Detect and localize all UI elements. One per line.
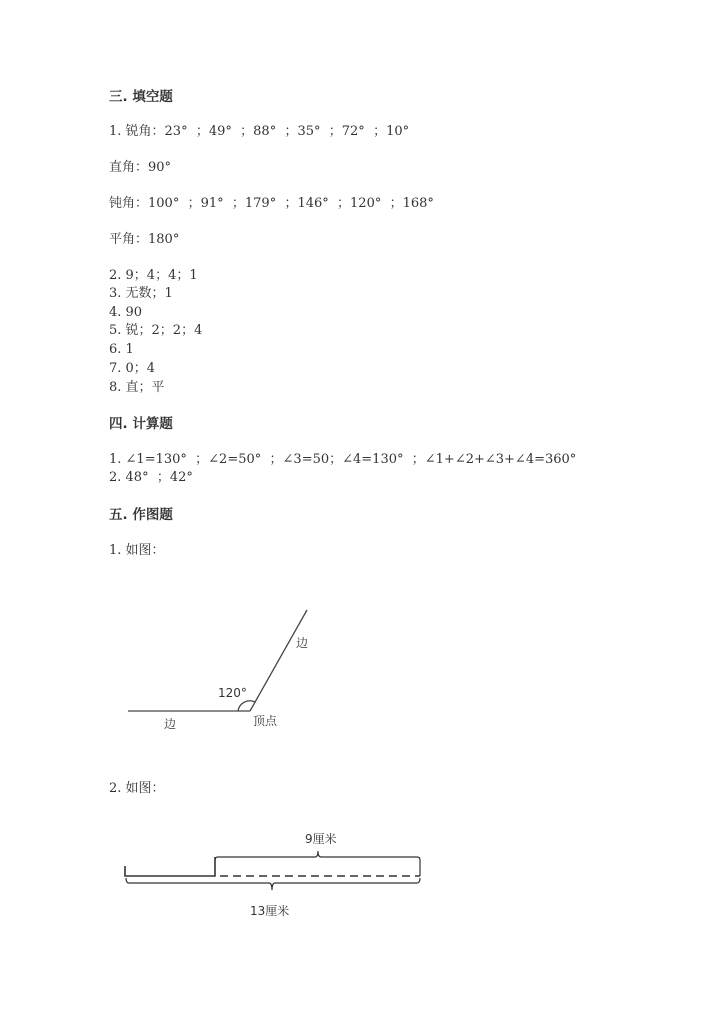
question-label: 1. 如图：: [109, 543, 165, 558]
answer-line: 4. 90: [109, 305, 143, 320]
answer-line: 8. 直；平: [109, 380, 165, 395]
answer-line: 钝角：100° ；91° ；179° ；146° ；120° ；168°: [109, 196, 434, 211]
answer-line: 1. 锐角：23° ；49° ；88° ；35° ；72° ；10°: [109, 124, 410, 139]
question-label: 2. 如图：: [109, 781, 165, 796]
answer-line: 3. 无数；1: [109, 286, 173, 301]
solid-segment: [125, 857, 215, 876]
angle-side-upper: [250, 610, 307, 711]
answer-line: 5. 锐；2；2；4: [109, 323, 203, 338]
answer-line: 平角：180°: [109, 232, 180, 247]
top-length-label: 9厘米: [305, 832, 337, 846]
answer-line: 1. ∠1=130° ；∠2=50° ；∠3=50；∠4=130° ；∠1+∠2+∠3+∠4=360°: [109, 452, 577, 467]
section-title-fill-blank: 三. 填空题: [109, 89, 173, 105]
side-label-lower: 边: [164, 717, 177, 731]
section-title-calc: 四. 计算题: [109, 416, 173, 432]
segment-figure: [125, 851, 420, 890]
bottom-length-label: 13厘米: [250, 904, 290, 918]
bottom-brace: [126, 878, 420, 890]
top-brace: [215, 851, 420, 876]
answer-line: 直角：90°: [109, 160, 172, 175]
side-label-upper: 边: [296, 636, 309, 650]
answer-line: 2. 9；4；4；1: [109, 268, 198, 283]
answer-line: 6. 1: [109, 342, 134, 357]
section-title-drawing: 五. 作图题: [109, 507, 173, 523]
vertex-label: 顶点: [253, 714, 278, 728]
angle-value-label: 120°: [218, 686, 247, 700]
answer-line: 7. 0；4: [109, 361, 156, 376]
answer-line: 2. 48° ；42°: [109, 470, 193, 485]
